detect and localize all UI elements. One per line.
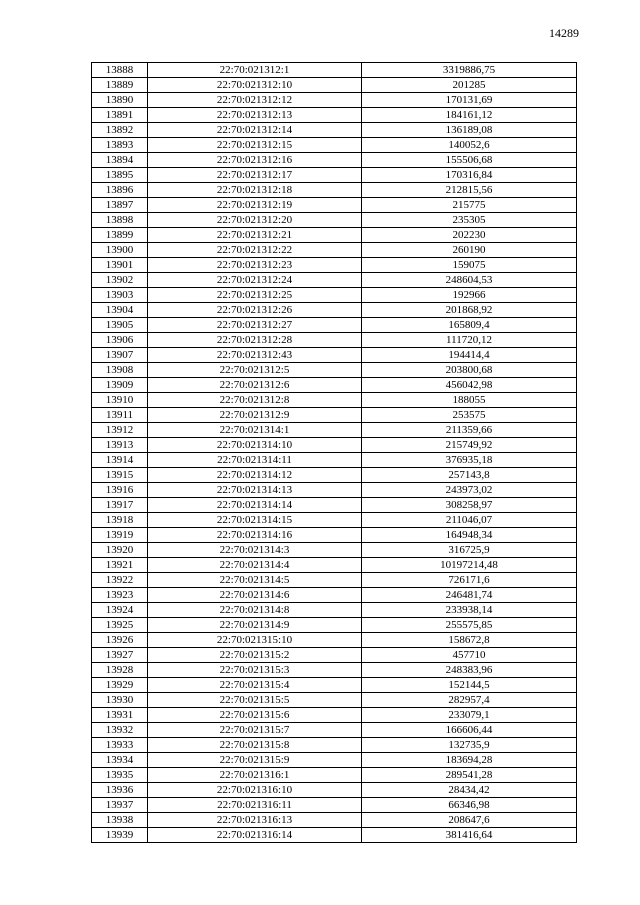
cadastral-value-cell: 257143,8 <box>362 468 577 483</box>
table-row <box>92 318 577 333</box>
table-row <box>92 198 577 213</box>
cadastral-number-cell: 22:70:021312:6 <box>148 378 362 393</box>
cadastral-value-cell: 165809,4 <box>362 318 577 333</box>
row-number-cell: 13913 <box>92 438 148 453</box>
cadastral-number-cell: 22:70:021312:26 <box>148 303 362 318</box>
row-number-cell: 13888 <box>92 63 148 78</box>
row-number-cell: 13914 <box>92 453 148 468</box>
row-number-cell: 13918 <box>92 513 148 528</box>
cadastral-number-cell: 22:70:021314:13 <box>148 483 362 498</box>
table-row <box>92 333 577 348</box>
table-row <box>92 663 577 678</box>
cadastral-value-cell: 132735,9 <box>362 738 577 753</box>
table-row <box>92 168 577 183</box>
row-number-cell: 13931 <box>92 708 148 723</box>
table-row <box>92 423 577 438</box>
cadastral-value-cell: 208647,6 <box>362 813 577 828</box>
row-number-cell: 13935 <box>92 768 148 783</box>
row-number-cell: 13929 <box>92 678 148 693</box>
cadastral-value-cell: 203800,68 <box>362 363 577 378</box>
table-row <box>92 183 577 198</box>
row-number-cell: 13937 <box>92 798 148 813</box>
cadastral-number-cell: 22:70:021315:10 <box>148 633 362 648</box>
row-number-cell: 13922 <box>92 573 148 588</box>
table-row <box>92 678 577 693</box>
table-row <box>92 363 577 378</box>
row-number-cell: 13896 <box>92 183 148 198</box>
row-number-cell: 13916 <box>92 483 148 498</box>
cadastral-value-cell: 164948,34 <box>362 528 577 543</box>
cadastral-number-cell: 22:70:021314:5 <box>148 573 362 588</box>
row-number-cell: 13907 <box>92 348 148 363</box>
cadastral-value-cell: 255575,85 <box>362 618 577 633</box>
row-number-cell: 13900 <box>92 243 148 258</box>
row-number-cell: 13930 <box>92 693 148 708</box>
row-number-cell: 13906 <box>92 333 148 348</box>
row-number-cell: 13917 <box>92 498 148 513</box>
table-row <box>92 588 577 603</box>
cadastral-value-cell: 3319886,75 <box>362 63 577 78</box>
row-number-cell: 13908 <box>92 363 148 378</box>
row-number-cell: 13894 <box>92 153 148 168</box>
row-number-cell: 13901 <box>92 258 148 273</box>
cadastral-value-cell: 111720,12 <box>362 333 577 348</box>
cadastral-value-cell: 155506,68 <box>362 153 577 168</box>
cadastral-number-cell: 22:70:021312:20 <box>148 213 362 228</box>
row-number-cell: 13911 <box>92 408 148 423</box>
row-number-cell: 13903 <box>92 288 148 303</box>
cadastral-number-cell: 22:70:021312:15 <box>148 138 362 153</box>
cadastral-value-cell: 202230 <box>362 228 577 243</box>
table-row <box>92 108 577 123</box>
cadastral-value-cell: 235305 <box>362 213 577 228</box>
row-number-cell: 13926 <box>92 633 148 648</box>
cadastral-number-cell: 22:70:021314:12 <box>148 468 362 483</box>
cadastral-value-cell: 212815,56 <box>362 183 577 198</box>
table-row <box>92 618 577 633</box>
cadastral-value-cell: 248604,53 <box>362 273 577 288</box>
cadastral-number-cell: 22:70:021312:21 <box>148 228 362 243</box>
table-row <box>92 243 577 258</box>
cadastral-number-cell: 22:70:021315:9 <box>148 753 362 768</box>
cadastral-number-cell: 22:70:021312:25 <box>148 288 362 303</box>
table-row <box>92 393 577 408</box>
cadastral-value-cell: 308258,97 <box>362 498 577 513</box>
table-row <box>92 648 577 663</box>
page-number: 14289 <box>549 26 579 40</box>
cadastral-number-cell: 22:70:021314:1 <box>148 423 362 438</box>
cadastral-number-cell: 22:70:021315:2 <box>148 648 362 663</box>
cadastral-number-cell: 22:70:021312:18 <box>148 183 362 198</box>
row-number-cell: 13932 <box>92 723 148 738</box>
row-number-cell: 13904 <box>92 303 148 318</box>
cadastral-value-cell: 66346,98 <box>362 798 577 813</box>
table-row <box>92 753 577 768</box>
row-number-cell: 13920 <box>92 543 148 558</box>
table-row <box>92 153 577 168</box>
cadastral-value-cell: 456042,98 <box>362 378 577 393</box>
cadastral-number-cell: 22:70:021312:19 <box>148 198 362 213</box>
cadastral-number-cell: 22:70:021314:11 <box>148 453 362 468</box>
table-row <box>92 483 577 498</box>
cadastral-value-table <box>91 62 577 843</box>
cadastral-number-cell: 22:70:021314:9 <box>148 618 362 633</box>
cadastral-number-cell: 22:70:021316:14 <box>148 828 362 843</box>
row-number-cell: 13891 <box>92 108 148 123</box>
cadastral-number-cell: 22:70:021312:14 <box>148 123 362 138</box>
row-number-cell: 13893 <box>92 138 148 153</box>
cadastral-number-cell: 22:70:021314:6 <box>148 588 362 603</box>
cadastral-number-cell: 22:70:021314:8 <box>148 603 362 618</box>
table-row <box>92 783 577 798</box>
cadastral-value-cell: 726171,6 <box>362 573 577 588</box>
cadastral-number-cell: 22:70:021315:8 <box>148 738 362 753</box>
table-row <box>92 708 577 723</box>
table-row <box>92 63 577 78</box>
cadastral-number-cell: 22:70:021312:13 <box>148 108 362 123</box>
cadastral-number-cell: 22:70:021316:11 <box>148 798 362 813</box>
table-row <box>92 213 577 228</box>
cadastral-value-cell: 28434,42 <box>362 783 577 798</box>
cadastral-number-cell: 22:70:021312:22 <box>148 243 362 258</box>
table-row <box>92 438 577 453</box>
cadastral-value-cell: 192966 <box>362 288 577 303</box>
row-number-cell: 13934 <box>92 753 148 768</box>
row-number-cell: 13902 <box>92 273 148 288</box>
table-row <box>92 573 577 588</box>
cadastral-value-cell: 184161,12 <box>362 108 577 123</box>
cadastral-value-cell: 248383,96 <box>362 663 577 678</box>
table-row <box>92 513 577 528</box>
cadastral-value-cell: 140052,6 <box>362 138 577 153</box>
row-number-cell: 13909 <box>92 378 148 393</box>
table-row <box>92 828 577 843</box>
row-number-cell: 13897 <box>92 198 148 213</box>
table-row <box>92 228 577 243</box>
table-row <box>92 528 577 543</box>
row-number-cell: 13892 <box>92 123 148 138</box>
table-row <box>92 738 577 753</box>
table-row <box>92 543 577 558</box>
table-row <box>92 348 577 363</box>
row-number-cell: 13895 <box>92 168 148 183</box>
cadastral-value-cell: 243973,02 <box>362 483 577 498</box>
table-row <box>92 138 577 153</box>
table-row <box>92 633 577 648</box>
table-row <box>92 258 577 273</box>
cadastral-value-cell: 289541,28 <box>362 768 577 783</box>
row-number-cell: 13898 <box>92 213 148 228</box>
row-number-cell: 13899 <box>92 228 148 243</box>
row-number-cell: 13919 <box>92 528 148 543</box>
cadastral-number-cell: 22:70:021312:43 <box>148 348 362 363</box>
cadastral-value-cell: 253575 <box>362 408 577 423</box>
cadastral-value-cell: 381416,64 <box>362 828 577 843</box>
cadastral-value-cell: 159075 <box>362 258 577 273</box>
table-row <box>92 468 577 483</box>
table-row <box>92 273 577 288</box>
row-number-cell: 13936 <box>92 783 148 798</box>
cadastral-value-cell: 260190 <box>362 243 577 258</box>
cadastral-value-cell: 211046,07 <box>362 513 577 528</box>
cadastral-value-cell: 215775 <box>362 198 577 213</box>
row-number-cell: 13928 <box>92 663 148 678</box>
cadastral-number-cell: 22:70:021312:16 <box>148 153 362 168</box>
table-row <box>92 498 577 513</box>
cadastral-value-cell: 10197214,48 <box>362 558 577 573</box>
row-number-cell: 13915 <box>92 468 148 483</box>
cadastral-number-cell: 22:70:021314:16 <box>148 528 362 543</box>
cadastral-value-cell: 211359,66 <box>362 423 577 438</box>
row-number-cell: 13912 <box>92 423 148 438</box>
cadastral-number-cell: 22:70:021315:6 <box>148 708 362 723</box>
table-row <box>92 558 577 573</box>
row-number-cell: 13890 <box>92 93 148 108</box>
row-number-cell: 13933 <box>92 738 148 753</box>
cadastral-value-cell: 170131,69 <box>362 93 577 108</box>
table-row <box>92 693 577 708</box>
cadastral-number-cell: 22:70:021312:8 <box>148 393 362 408</box>
cadastral-number-cell: 22:70:021312:27 <box>148 318 362 333</box>
table-row <box>92 288 577 303</box>
row-number-cell: 13939 <box>92 828 148 843</box>
cadastral-number-cell: 22:70:021316:1 <box>148 768 362 783</box>
cadastral-number-cell: 22:70:021312:9 <box>148 408 362 423</box>
row-number-cell: 13910 <box>92 393 148 408</box>
cadastral-number-cell: 22:70:021314:14 <box>148 498 362 513</box>
table-row <box>92 378 577 393</box>
row-number-cell: 13921 <box>92 558 148 573</box>
table-row <box>92 603 577 618</box>
table-row <box>92 93 577 108</box>
cadastral-value-cell: 215749,92 <box>362 438 577 453</box>
cadastral-value-cell: 246481,74 <box>362 588 577 603</box>
row-number-cell: 13923 <box>92 588 148 603</box>
table-body <box>92 63 577 843</box>
cadastral-value-cell: 170316,84 <box>362 168 577 183</box>
cadastral-value-cell: 183694,28 <box>362 753 577 768</box>
cadastral-number-cell: 22:70:021312:23 <box>148 258 362 273</box>
table-row <box>92 123 577 138</box>
cadastral-number-cell: 22:70:021314:4 <box>148 558 362 573</box>
cadastral-value-cell: 282957,4 <box>362 693 577 708</box>
cadastral-value-cell: 201868,92 <box>362 303 577 318</box>
cadastral-number-cell: 22:70:021315:7 <box>148 723 362 738</box>
cadastral-number-cell: 22:70:021312:5 <box>148 363 362 378</box>
cadastral-value-cell: 152144,5 <box>362 678 577 693</box>
cadastral-value-cell: 136189,08 <box>362 123 577 138</box>
table-row <box>92 813 577 828</box>
table-row <box>92 798 577 813</box>
cadastral-number-cell: 22:70:021316:10 <box>148 783 362 798</box>
cadastral-value-cell: 194414,4 <box>362 348 577 363</box>
cadastral-number-cell: 22:70:021315:4 <box>148 678 362 693</box>
table-row <box>92 303 577 318</box>
row-number-cell: 13905 <box>92 318 148 333</box>
cadastral-value-cell: 457710 <box>362 648 577 663</box>
cadastral-number-cell: 22:70:021312:24 <box>148 273 362 288</box>
cadastral-value-cell: 233079,1 <box>362 708 577 723</box>
row-number-cell: 13927 <box>92 648 148 663</box>
cadastral-number-cell: 22:70:021312:28 <box>148 333 362 348</box>
cadastral-number-cell: 22:70:021312:17 <box>148 168 362 183</box>
cadastral-number-cell: 22:70:021314:15 <box>148 513 362 528</box>
cadastral-number-cell: 22:70:021315:5 <box>148 693 362 708</box>
cadastral-value-cell: 233938,14 <box>362 603 577 618</box>
cadastral-value-cell: 201285 <box>362 78 577 93</box>
cadastral-value-cell: 158672,8 <box>362 633 577 648</box>
table-row <box>92 453 577 468</box>
row-number-cell: 13925 <box>92 618 148 633</box>
table-row <box>92 768 577 783</box>
row-number-cell: 13938 <box>92 813 148 828</box>
cadastral-number-cell: 22:70:021312:12 <box>148 93 362 108</box>
cadastral-number-cell: 22:70:021312:1 <box>148 63 362 78</box>
cadastral-number-cell: 22:70:021314:3 <box>148 543 362 558</box>
cadastral-value-cell: 316725,9 <box>362 543 577 558</box>
cadastral-number-cell: 22:70:021316:13 <box>148 813 362 828</box>
cadastral-number-cell: 22:70:021314:10 <box>148 438 362 453</box>
cadastral-value-cell: 376935,18 <box>362 453 577 468</box>
cadastral-value-cell: 166606,44 <box>362 723 577 738</box>
cadastral-number-cell: 22:70:021312:10 <box>148 78 362 93</box>
table-row <box>92 408 577 423</box>
table-row <box>92 78 577 93</box>
row-number-cell: 13889 <box>92 78 148 93</box>
cadastral-value-cell: 188055 <box>362 393 577 408</box>
row-number-cell: 13924 <box>92 603 148 618</box>
cadastral-number-cell: 22:70:021315:3 <box>148 663 362 678</box>
table-row <box>92 723 577 738</box>
